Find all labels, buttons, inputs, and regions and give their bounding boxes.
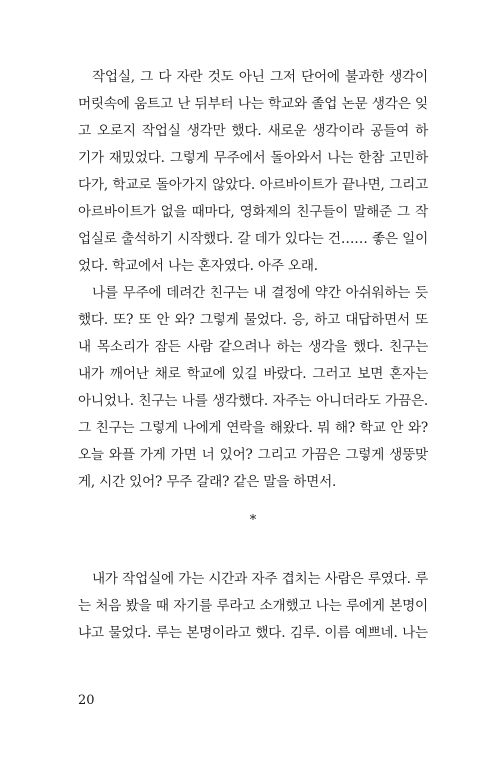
paragraph-line: 냐고 물었다. 루는 본명이라고 했다. 김루. 이름 예쁘네. 나는 <box>78 625 428 641</box>
section-divider: * <box>249 513 257 528</box>
paragraph-line: 머릿속에 움트고 난 뒤부터 나는 학교와 졸업 논문 생각은 잊 <box>78 96 428 112</box>
paragraph-line: 나를 무주에 데려간 친구는 내 결정에 약간 아쉬워하는 듯 <box>92 285 428 301</box>
paragraph-line: 했다. 또? 또 안 와? 그렇게 물었다. 응, 하고 대답하면서 또 <box>78 312 428 328</box>
paragraph-line: 다가, 학교로 돌아가지 않았다. 아르바이트가 끝나면, 그리고 <box>78 177 428 193</box>
paragraph-line: 고 오로지 작업실 생각만 했다. 새로운 생각이라 공들여 하 <box>78 123 428 139</box>
paragraph-line: 그 친구는 그렇게 나에게 연락을 해왔다. 뭐 해? 학교 안 와? <box>78 420 428 436</box>
paragraph-line: 오늘 와플 가게 가면 너 있어? 그리고 가끔은 그렇게 생뚱맞 <box>78 447 428 463</box>
paragraph-line: 기가 재밌었다. 그렇게 무주에서 돌아와서 나는 한참 고민하 <box>78 150 428 166</box>
paragraph-line: 는 처음 봤을 때 자기를 루라고 소개했고 나는 루에게 본명이 <box>78 598 428 614</box>
paragraph-line: 아르바이트가 없을 때마다, 영화제의 친구들이 말해준 그 작 <box>78 204 428 220</box>
paragraph-line: 내 목소리가 잠든 사람 같으려나 하는 생각을 했다. 친구는 <box>78 339 428 355</box>
paragraph-line: 었다. 학교에서 나는 혼자였다. 아주 오래. <box>78 258 318 274</box>
paragraph-line: 아니었나. 친구는 나를 생각했다. 자주는 아니더라도 가끔은. <box>78 393 428 409</box>
page-number: 20 <box>78 693 95 708</box>
paragraph-line: 내가 작업실에 가는 시간과 자주 겹치는 사람은 루였다. 루 <box>92 571 428 587</box>
paragraph-line: 업실로 출석하기 시작했다. 갈 데가 있다는 건…… 좋은 일이 <box>78 231 428 247</box>
paragraph-line: 내가 깨어난 채로 학교에 있길 바랐다. 그러고 보면 혼자는 <box>78 366 428 382</box>
paragraph-line: 작업실, 그 다 자란 것도 아닌 그저 단어에 불과한 생각이 <box>92 69 428 85</box>
paragraph-line: 게, 시간 있어? 무주 갈래? 같은 말을 하면서. <box>78 474 337 490</box>
